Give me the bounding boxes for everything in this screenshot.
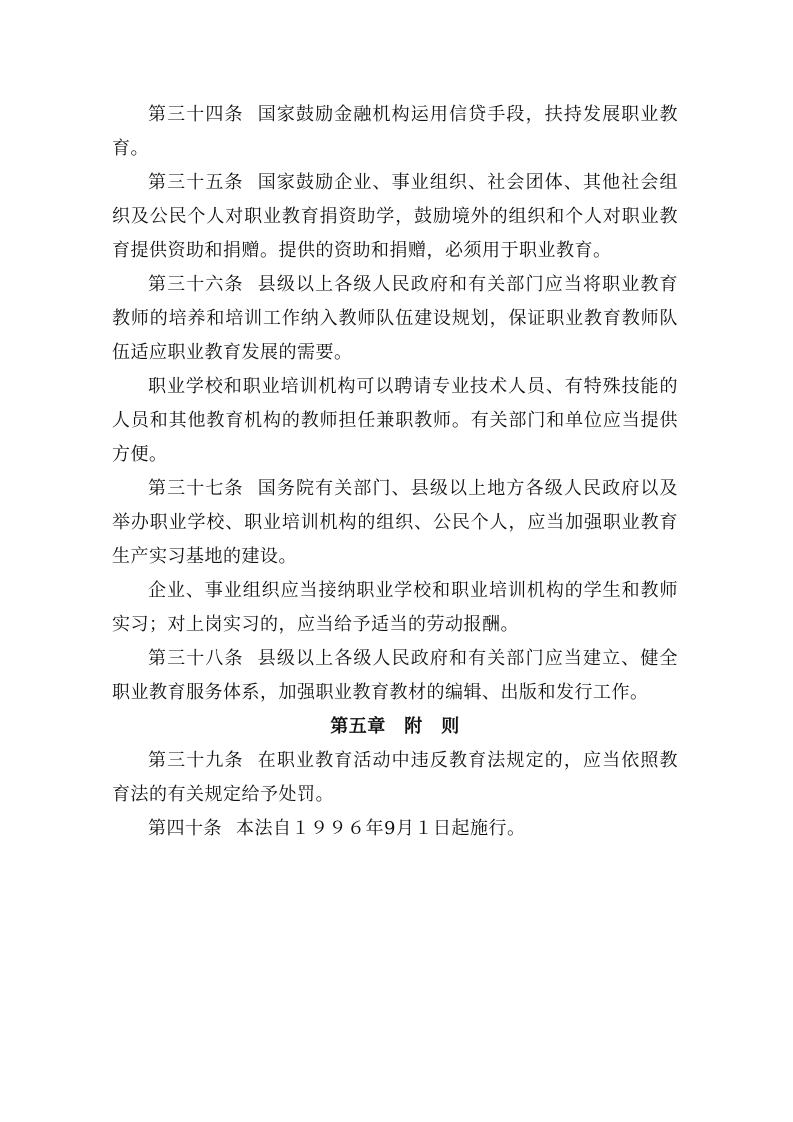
article-text: 国家鼓励企业、事业组织、社会团体、其他社会组织及公民个人对职业教育捐资助学，鼓励境外的组织和个人对职业教育提供资助和捐赠。提供的资助和捐赠，必须用于职业教育。 bbox=[112, 172, 679, 261]
article-39 bbox=[112, 744, 678, 812]
article-text: 企业、事业组织应当接纳职业学校和职业培训机构的学生和教师实习；对上岗实习的，应当给予适当的劳动报酬。 bbox=[112, 580, 678, 635]
article-number: 第三十五条 bbox=[148, 172, 244, 193]
article-35 bbox=[112, 166, 678, 268]
article-number: 第三十七条 bbox=[148, 478, 244, 499]
article-38 bbox=[112, 642, 678, 710]
article-number: 第三十六条 bbox=[148, 274, 244, 295]
article-number: 第三十四条 bbox=[148, 104, 244, 125]
article-text: 职业学校和职业培训机构可以聘请专业技术人员、有特殊技能的人员和其他教育机构的教师担任兼职教师。有关部门和单位应当提供方便。 bbox=[112, 376, 678, 465]
article-text: 县级以上各级人民政府和有关部门应当将职业教育教师的培养和培训工作纳入教师队伍建设规划，保证职业教育教师队伍适应职业教育发展的需要。 bbox=[112, 274, 679, 363]
article-text: 县级以上各级人民政府和有关部门应当建立、健全职业教育服务体系，加强职业教育教材的编辑、出版和发行工作。 bbox=[112, 648, 679, 703]
article-text: 本法自１９９６年9月１日起施行。 bbox=[236, 818, 526, 839]
article-36 bbox=[112, 268, 678, 370]
article-text: 国务院有关部门、县级以上地方各级人民政府以及举办职业学校、职业培训机构的组织、公民个人，应当加强职业教育生产实习基地的建设。 bbox=[112, 478, 679, 567]
article-number: 第三十九条 bbox=[148, 750, 244, 771]
article-number: 第三十八条 bbox=[148, 648, 244, 669]
article-37-paragraph-2 bbox=[112, 574, 678, 642]
article-40 bbox=[112, 812, 678, 846]
article-number: 第四十条 bbox=[148, 818, 222, 839]
document-body bbox=[112, 98, 678, 846]
article-34 bbox=[112, 98, 678, 166]
article-text: 在职业教育活动中违反教育法规定的，应当依照教育法的有关规定给予处罚。 bbox=[112, 750, 679, 805]
article-37 bbox=[112, 472, 678, 574]
chapter-title: 第五章 附 则 bbox=[330, 716, 460, 737]
article-text: 国家鼓励金融机构运用信贷手段，扶持发展职业教育。 bbox=[112, 104, 679, 159]
article-36-paragraph-2 bbox=[112, 370, 678, 472]
